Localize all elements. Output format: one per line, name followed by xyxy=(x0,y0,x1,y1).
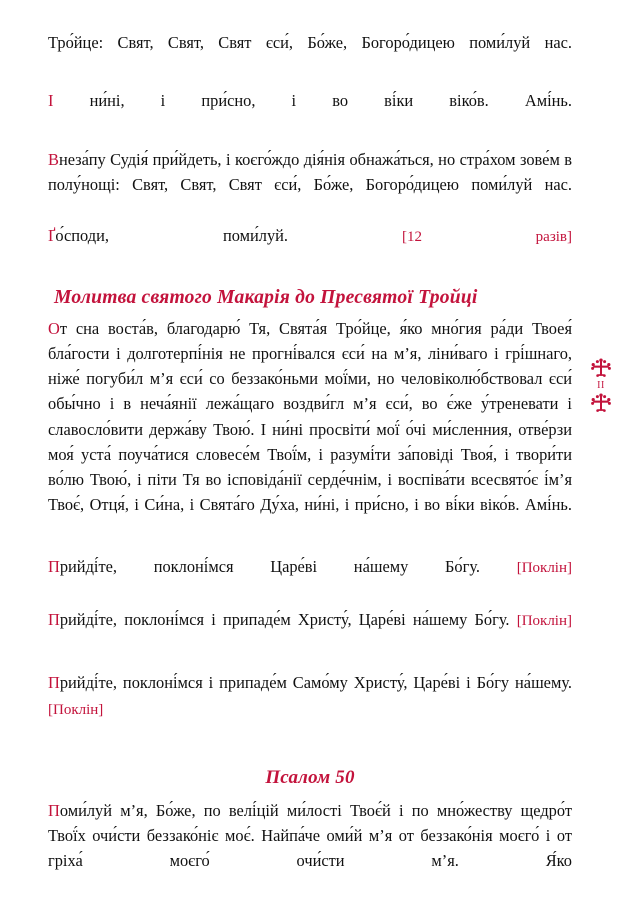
drop-initial: П xyxy=(48,801,60,821)
drop-initial: Ґ xyxy=(48,226,56,246)
cross-fleury-ornament-bottom xyxy=(586,392,616,414)
drop-initial: П xyxy=(48,556,60,576)
heading-psalm-50: Псалом 50 xyxy=(265,767,355,789)
paragraph-priidite-3 xyxy=(48,670,572,748)
paragraph-text: рийді́те, поклоні́мся і припаде́м Само́му Христу́, Царе́ві і Бо́гу на́шему. xyxy=(59,673,572,693)
rubric-bow: [Поклін] xyxy=(48,701,104,718)
drop-initial: В xyxy=(48,149,59,169)
folio-number: II xyxy=(597,380,605,391)
paragraph-text: о́споди, поми́луй. xyxy=(55,226,403,246)
paragraph-text: рийді́те, поклоні́мся і припаде́м Христу́, Царе́ві на́шему Бо́гу. xyxy=(59,610,517,630)
drop-initial: О xyxy=(48,318,60,338)
heading-prayer-of-st-macarius: Молитва святого Макарія до Пресвятої Тройці xyxy=(54,286,478,308)
drop-initial: П xyxy=(48,673,60,693)
paragraph-psalm-body xyxy=(48,798,572,899)
paragraph-text: Тро́йце: Свят, Свят, Свят єси́, Бо́же, Богоро́дицею поми́луй нас. xyxy=(48,33,572,52)
text-column xyxy=(48,30,572,907)
paragraph-gospody-pomylui xyxy=(48,223,572,275)
paragraph-text: неза́пу Судія́ при́йдеть, і коєго́ждо дія́нія обнажа́ться, но стра́хом зове́м в полу́нощі: Свят, Свят, Свят єси́, Бо́же, Богоро́дицею поми́луй нас. xyxy=(48,149,572,195)
cross-fleury-ornament-top xyxy=(586,357,616,379)
paragraph-troparion-end xyxy=(48,30,572,80)
paragraph-text: оми́луй м’я, Бо́же, по велі́цій ми́лості Твоє́й і по мно́жеству щедро́т Твої́х очи́сти беззако́ніє моє́. Найпа́че оми́й м’я от беззако́нія моєго́ і от гріха́ моєго́ очи́сти м’я. Я́ко xyxy=(48,801,572,871)
paragraph-priidite-2 xyxy=(48,607,572,659)
paragraph-priidite-1 xyxy=(48,554,572,606)
rubric-bow: [Поклін] xyxy=(516,613,572,630)
paragraph-text: ни́ні, і при́сно, і во ві́ки віко́в. Амі́нь. xyxy=(53,91,572,111)
rubric-repeat-count: [12 разів] xyxy=(402,229,572,246)
rubric-bow: [Поклін] xyxy=(516,559,572,576)
drop-initial: І xyxy=(48,91,54,111)
paragraph-text: т сна воста́в, благодарю́ Тя, Свята́я Тро́йце, я́ко мно́гия ра́ди Твоея́ бла́гости і долготерпі́нія не прогні́вался єси́ на м’я, ліни́ваго і грі́шнаго, ніже́ погуби́л м’я єси́ со беззако́ньми мої́ми, но человіколю́бствовал єси́ обы́чно і в неча́янії лежа́щаго воздви́гл м’я єси́, во є́же у́треневати і славосло́вити держа́ву Твою́. І ни́ні просвіти́ мої́ о́чі ми́сленния, отве́рзи моя́ уста́ поуча́тися словесе́м Твої́м, і разумі́ти за́повіді Твоя́, і твори́ти во́лю Твою́, і піти Тя во ісповіда́нії серде́чнім, і воспіва́ти всесвято́є і́м’я Твоє́, Отця́, і Си́на, і Свята́го Ду́ха, ни́ні, і при́сно, і во ві́ки віко́в. Амі́нь. xyxy=(48,318,572,515)
drop-initial: П xyxy=(48,610,60,630)
paragraph-prayer-body xyxy=(48,316,572,543)
paragraph-text: рийді́те, поклоні́мся Царе́ві на́шему Бо́гу. xyxy=(59,556,517,576)
paragraph-vnezapu xyxy=(48,147,572,223)
paragraph-glory-now xyxy=(48,88,572,138)
margin-folio-marker xyxy=(586,357,616,414)
